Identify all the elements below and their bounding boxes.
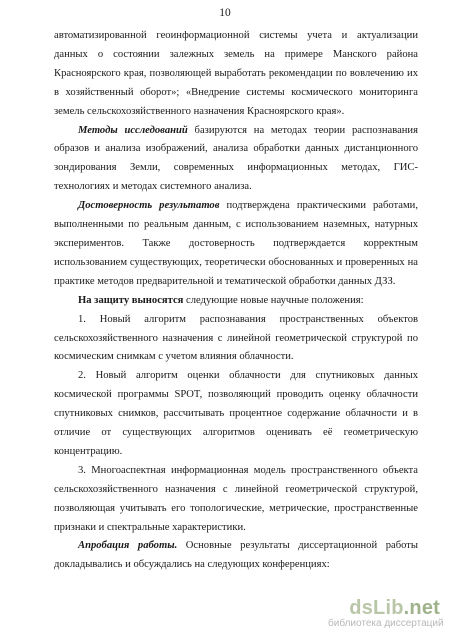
paragraph-methods [54, 122, 418, 198]
list-item: 1. Новый алгоритм распознавания пространственных объектов сельскохозяйственного назначения с линейной геометрической структурой по космическим снимкам с учетом влияния облачности. [54, 313, 418, 363]
methods-text: базируются на методах теории распознавания образов и анализа изображений, анализа обработки данных дистанционного зондирования Земли, современных информационных методах, ГИС-технологиях и методах системного анализа. [54, 124, 418, 193]
list-item: 3. Многоаспектная информационная модель пространственного объекта сельскохозяйственного назначения с линейной геометрической структурой, позволяющая учитывать его топологические, метрические, пространственные признаки и спектральные характеристики. [54, 464, 418, 533]
reliability-text: подтверждена практическими работами, выполненными по реальным данным, с использованием наземных, натурных экспериментов. Также достоверность подтверждается корректным использованием существующих, теоретически обоснованных и проверенных на практике методов предварительной и тематической обработки данных ДЗЗ. [54, 200, 418, 287]
list-item: 2. Новый алгоритм оценки облачности для спутниковых данных космической программы SPOT, позволяющий проводить оценку облачности спутниковых снимков, рассчитывать процентное содержание облачности и в отличие от существующих алгоритмов оценивать её геометрическую концентрацию. [54, 370, 418, 457]
reliability-heading: Достоверность результатов [78, 200, 220, 212]
watermark-logo-tld: .net [403, 597, 440, 619]
watermark-logo-main: dsLib [349, 597, 404, 619]
watermark-tagline: библиотека диссертаций [328, 618, 444, 629]
approbation-text: Основные результаты диссертационной работы докладывались и обсуждались на следующих конференциях: [54, 540, 418, 571]
defense-heading: На защиту выносятся [78, 294, 184, 306]
methods-heading: Методы исследований [78, 124, 188, 136]
paragraph-continuation: автоматизированной геоинформационной системы учета и актуализации данных о состоянии залежных земель на примере Манского района Красноярского края, позволяющей выработать рекомендации по вовлечению их в хозяйственный оборот»; «Внедрение системы космического мониторинга земель сельскохозяйственного назначения Красноярского края». [54, 30, 418, 117]
document-body [54, 27, 418, 575]
approbation-heading: Апробация работы. [78, 540, 178, 552]
paragraph-reliability [54, 197, 418, 292]
watermark [328, 597, 444, 629]
defense-text: следующие новые научные положения: [183, 294, 364, 306]
paragraph-approbation [54, 537, 418, 575]
watermark-logo [328, 598, 440, 618]
paragraph-defense [54, 292, 418, 311]
page-number: 10 [219, 7, 231, 19]
